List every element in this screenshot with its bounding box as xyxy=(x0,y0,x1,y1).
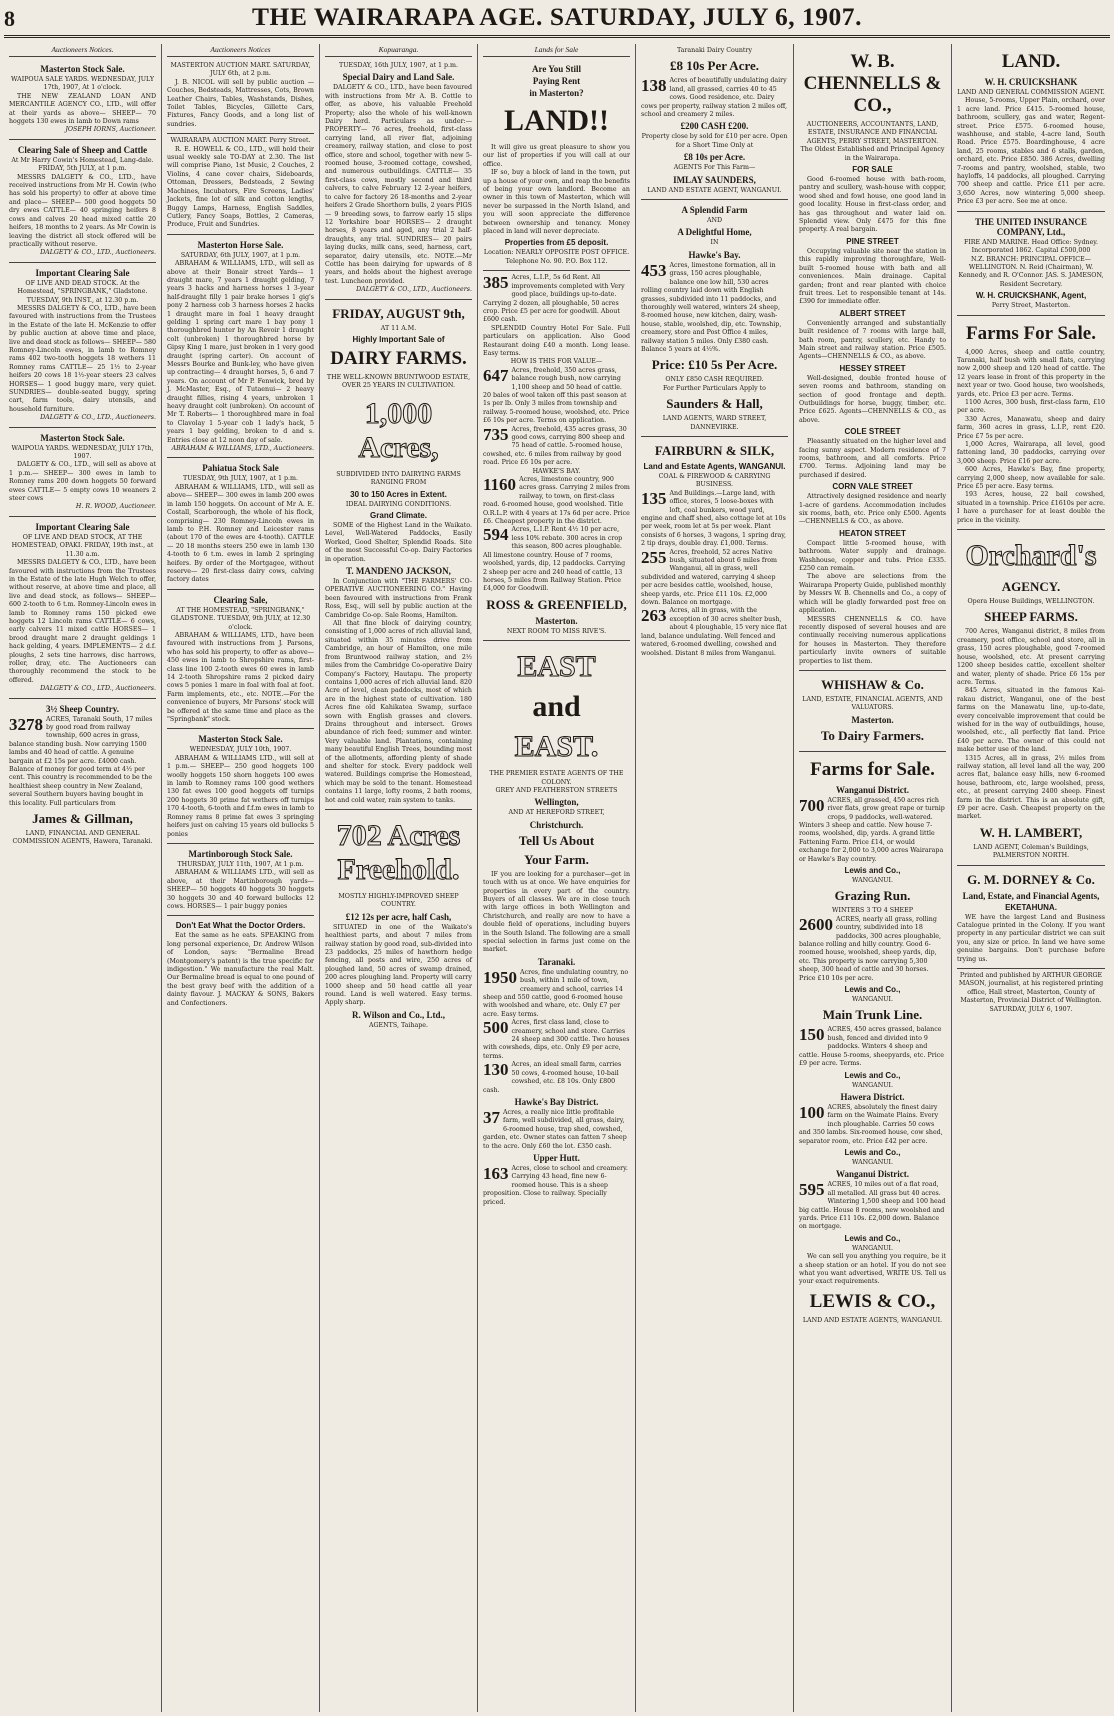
advert xyxy=(325,59,472,300)
advert-body: THE NEW ZEALAND LOAN AND MERCANTILE AGENCY CO., LTD., will offer at their yards as above— SHEEP— 70 hoggets 130 ewes in lamb to Down rams xyxy=(9,92,156,126)
firm-name: THE UNITED INSURANCE COMPANY, Ltd., xyxy=(974,216,1088,237)
advert-heading: Masterton Horse Sale. xyxy=(197,239,284,250)
advert xyxy=(799,44,946,671)
advert xyxy=(167,235,314,459)
firm-town: Masterton. xyxy=(851,714,894,725)
advert-body: SITUATED in one of the Waikato's healthiest parts, and about 7 miles from railway station by good road, sub-divided into 23 paddocks, 25 miles of hawthorn hedge fencing, all posts and wire, 250 acres of ploughed land, 50 acres of swamp drained, 200 acres ploughing land. Property will carry 1000 sheep and 50 head cattle all year round. Land is well watered. Easy terms. Apply sharp. xyxy=(325,923,472,1007)
acreage-number: 453 xyxy=(641,260,667,280)
advert-signature: ABRAHAM & WILLIAMS, LTD., Auctioneers. xyxy=(171,445,314,453)
advert-body: Property close by sold for £10 per acre. Open for a Short Time Only at xyxy=(641,133,788,149)
district-heading: Upper Hutt. xyxy=(533,1152,580,1163)
listing-text: 4,000 Acres, sheep and cattle country, Taranaki, half bush with small flats, carrying now 2,000 sheep and 120 head of cattle. The 12 years lease in front of this property in the next year or two. Good house, two woolsheds, yards, etc. Price £3 per acre. Terms. xyxy=(957,348,1105,398)
listing-text: Attractively designed residence and nearly 1-acre of gardens. Accommodation includes six rooms, bath, etc. Price only £500. Agents—CHENNELLS & CO., as above. xyxy=(799,493,946,526)
listing-heading: FOR SALE xyxy=(852,165,893,175)
advert-subheading: WAIPOUA YARDS. WEDNESDAY, JULY 17th, 1907. xyxy=(11,444,154,461)
listing-text: Acres, an ideal small farm, carries 50 cows, 4-roomed house, 10-bail cowshed, etc. £8 10s. Only £800 cash. xyxy=(483,1061,622,1094)
firm-address: Perry Street, Masterton. xyxy=(991,302,1071,310)
firm-subtitle: LAND, ESTATE, FINANCIAL AGENTS, AND VALUATORS. xyxy=(802,695,943,712)
listing-text: 330 Acres, Manawatu, sheep and dairy farm, 360 acres in grass, L.I.P., rent £20. Price £7 5s per acre. xyxy=(957,415,1105,440)
advert-body: ABRAHAM & WILLIAMS LTD., will sell at 1 p.m.— SHEEP— 250 good hoggets 100 woolly hoggets 150 shorn hoggets 100 ewes in lamb to Romney rams 100 good wethers 130 fat ewes 100 good hoggets off turnips 200 hoggets 30 prime fat wethers off turnips 170 4-tooth, 6-tooth and f.f.m ewes in lamb to Romney rams 8 prime fat ewes 3 springing heifers just on calving 15 years old bullocks 5 ponies xyxy=(167,754,314,838)
listing-text: ACRES, nearly all grass, rolling country, subdivided into 18 paddocks, 300 acres ploughable, balance rolling and hilly country. Good 6-roomed house, woolshed, sheep yards, dip, etc. This property is now carrying 5,300 sheep, 300 head of cattle and 30 horses. Price £10 10s per acre. xyxy=(799,915,941,982)
firm-town: WANGANUI. xyxy=(851,996,894,1004)
advert-body: ABRAHAM & WILLIAMS LTD., will sell as above, at their Martinborough yards— SHEEP— 50 hoggets 40 hoggets 30 hoggets 30 hoggets 30 and 40 forward bullocks 12 cows. HORSES— 1 pair buggy ponies xyxy=(167,869,314,910)
advert xyxy=(9,428,156,517)
firm-name: Lewis and Co., xyxy=(844,866,901,875)
listing-text: Well-designed, double fronted house of seven rooms and bathroom, standing on section of good frontage and depth. Outbuildings for horse, buggy, timber, etc. Price £625. Agents—CHENNELLS & CO., as above. xyxy=(799,374,946,424)
firm-subtitle: FIRE AND MARINE. Head Office: Sydney. Incorporated 1862. Capital £500,000 xyxy=(963,238,1099,255)
acreage-number: 595 xyxy=(799,1180,825,1200)
masthead xyxy=(4,0,1110,38)
advert-subheading: WEDNESDAY, JULY 10th, 1907. xyxy=(189,746,292,754)
listing-text: Acres, close to school and creamery. Carrying 43 head, fine new 6-roomed house. This is a sheep proposition. Close to railway. Specially priced. xyxy=(483,1164,628,1206)
acreage-number: 150 xyxy=(799,1025,825,1045)
column-1 xyxy=(4,44,162,1712)
firm-subtitle: LAND AGENT, Coleman's Buildings, PALMERSTON NORTH. xyxy=(973,843,1089,860)
acreage-number: 1950 xyxy=(483,967,517,987)
advert-body: THE WELL-KNOWN BRUNTWOOD ESTATE, OVER 25 YEARS IN CULTIVATION. xyxy=(326,373,471,390)
advert xyxy=(641,200,788,437)
advert-heading: Hawke's Bay. xyxy=(688,249,741,260)
advert-display-heading: DAIRY FARMS. xyxy=(330,347,467,369)
imprint-date: SATURDAY, JULY 6, 1907. xyxy=(989,1005,1073,1013)
advert-subheading: SATURDAY, 6th JULY, 1907, at 1 p.m. xyxy=(180,251,301,259)
acreage-number: 135 xyxy=(641,488,667,508)
firm-name: Lewis and Co., xyxy=(844,1070,901,1080)
firm-subtitle: AGENCY. xyxy=(1001,579,1061,595)
advert-display-heading: LAND. xyxy=(1001,51,1061,72)
listing-text: Acres, first class land, close to creamery, school and store. Carries 24 sheep and 300 cattle. Two houses with cowsheds, dips, etc. Only £9 per acre, terms. xyxy=(483,1019,630,1060)
firm-name: W. H. CRUICKSHANK xyxy=(984,77,1078,87)
listing-heading: HOW IS THIS FOR VALUE— xyxy=(510,358,603,366)
agent-name: W. H. CRUICKSHANK, Agent, xyxy=(975,291,1087,301)
listing-heading: HAWKE'S BAY. xyxy=(532,467,581,475)
advert xyxy=(325,810,472,1034)
district-heading: Hawke's Bay District. xyxy=(514,1096,599,1107)
listing-heading: HESSEY STREET xyxy=(839,363,906,373)
advert-body: MESSRS DALGETY & CO., LTD., have been favoured with instructions from the Trustees in the Estate of the late Hugh Welch to offer, without reserve, at above time and place, all live and dead stock, as follows— SHEEP— 600 2-tooth to 6 t.m. Romney-Lincoln ewes in lamb to Romney rams 150 picked ewe hoggets 12 Lincoln rams CATTLE— 6 cows, early calvers 11 mixed cattle HORSES— 1 brood draught mare 2 draught geldings 1 hack gelding, 4 years. IMPLEMENTS— 2 d.f. ploughs, 2 sets tine harrows, disc harrows, roller, dray, etc. The Auctioneers can thoroughly recommend the stock to be offered. xyxy=(9,559,156,684)
advert-heading: Martinborough Stock Sale. xyxy=(188,848,293,859)
advert xyxy=(641,44,788,200)
firm-name: FAIRBURN & SILK, xyxy=(654,442,775,458)
advert xyxy=(957,866,1105,969)
listing-text: Good 6-roomed house with bath-room, pantry and scullery, wash-house with copper, wood shed and fowl house, one good land in good locality. House in first-class order, and has gas throughout and water laid on. Splendid view. Only £475 for this fine property. A real bargain. xyxy=(799,176,946,234)
firm-name: W. H. LAMBERT, xyxy=(979,824,1083,840)
advert-subheading: WINTERS 3 TO 4 SHEEP xyxy=(832,907,913,915)
advert-body: MESSRS DALGETY & CO., LTD., have received instructions from Mr H. Cowin (who has sold his property) to offer at above time and place— SHEEP— 500 good hoggets 50 dry ewes CATTLE— 40 springing heifers 8 cows and calves 20 head mixed cattle 20 heifers, 18 months to 2 years. As Mr Cowin is leaving the district all stock offered will be practically without reserve. xyxy=(9,173,156,248)
advert xyxy=(483,271,630,641)
advert-body: SOME of the Highest Land in the Waikato. Level, Well-Watered Paddocks, Easily Worked, Good Shelter, Splendid Roads. Site of the most Successful Co-op. Dairy Factories in operation. xyxy=(325,522,472,563)
listing-text: 700 Acres, Wanganui district, 8 miles from creamery, post office, school and store, all in grass, 150 acres ploughable, good 7-roomed house, woolshed, etc. At present carrying 1200 sheep besides cattle, excellent shelter and water, plenty of shade. Price £6 15s per acre. Terms. xyxy=(957,628,1105,686)
column-7 xyxy=(952,44,1110,1712)
column-6 xyxy=(794,44,952,1712)
advert-body: DALGETY & CO., LTD., have been favoured with instructions from Mr A. B. Cottle to offer, as above, his valuable Freehold Property; also the whole of his well-known Dairy herd. Particulars as under:— PROPERTY— 76 acres, freehold, first-class carrying land, all river flat, adjoining creamery, railway station, and close to post office, store and school, together with new 5-roomed house, 3-roomed cottage, cowshed, and numerous outbuildings. CATTLE— 35 first-class cows, mostly second and third calvers, to calve February 12 2-year heifers, to calve for factory 26 18-months and 2-year heifers 2 Grade Shorthorn bulls, 2 years PIGS— 9 breeding sows, to farrow early 15 slips 12 Yorkshire boar HORSES— 2 draught horses, 8 years and aged, any trial 2 half-draughts, any trial. SUNDRIES— 20 pairs laying ducks, milk cans, seed, harness, cart, separator, dairy utensils, etc. NOTE.—Mr Cottle has been dairying for upwards of 8 years, and holds about the highest average test. Luncheon provided. xyxy=(325,84,472,285)
listing-text: Acres, a really nice little profitable farm, well subdivided, all grass, dairy, 6-roomed house, trap shed, cowshed, garden, etc. Owner states can fatten 7 sheep to the acre. Only £60 the lot. £350 cash. xyxy=(483,1108,627,1150)
firm-town: WANGANUI. xyxy=(851,1244,894,1252)
advert-connector: IN xyxy=(710,239,719,247)
advert xyxy=(483,59,630,271)
acreage-number: 100 xyxy=(799,1102,825,1122)
acreage-number: 255 xyxy=(641,547,667,567)
advert-heading: 3½ Sheep Country. xyxy=(45,703,119,714)
district-heading: Main Trunk Line. xyxy=(822,1007,923,1023)
advert-body: WE have the largest Land and Business Catalogue printed in the Colony. If you want property in any particular district we can suit you, any size or price. In land we have some genuine bargains. Don't purchase before trying us. xyxy=(957,913,1105,963)
firm-subtitle: LAND AND ESTATE AGENT, WANGANUI. xyxy=(647,186,782,194)
advert-subheading: THURSDAY, JULY 11th, 1907, At 1 p.m. xyxy=(177,860,304,868)
advert-display-heading: LAND!! xyxy=(504,104,609,137)
district-heading: Hawera District. xyxy=(840,1091,905,1102)
listing-text: 600 Acres, Hawke's Bay, fine property, carrying 2,000 sheep, now available for sale. Price £5 per acre. Easy terms. xyxy=(957,466,1105,491)
acreage-number: 735 xyxy=(483,424,509,444)
listing-text: House, 5-rooms, Upper Plain, orchard, over 1 acre land. Price £415. 5-roomed house, bathroom, scullery, gas and water, Regent-street. Price £575. 6-roomed house, washhouse, and stable, 4-acre land, South Road. Price £575. Boardinghouse, 4 acre land, 25 rooms, stables and 6 stalls, garden, orchard, etc. Price £850. 386 Acres, dwelling 7-rooms and pantry, woolshed, stable, two hayloffs, 14 paddocks, all ploughed. Carrying 700 sheep and cattle. Price £11 per acre. 3,650 Acres, now wintering 5,000 sheep. Price £3 per acre. See me at once. xyxy=(957,97,1105,206)
firm-town: WANGANUI. xyxy=(851,1081,894,1089)
advert-signature: JOSEPH IORNS, Auctioneer. xyxy=(65,126,156,134)
acreage-number: 500 xyxy=(483,1018,509,1038)
firm-name: Lewis and Co., xyxy=(844,1147,901,1157)
listing-text: Acres, freehold, 52 acres Native bush, situated about 6 miles from Wanganui, all in grass, well subdivided and watered, carrying 4 sheep per acre besides cattle, woolshed, house, sheep yards, etc. Price £11 10s. £2,000 down. Balance on mortgage. xyxy=(641,548,777,607)
advert-subheading: MOSTLY HIGHLY-IMPROVED SHEEP COUNTRY. xyxy=(338,893,459,909)
firm-town: Wellington, xyxy=(534,797,579,808)
advert xyxy=(167,458,314,589)
advert-heading: in Masterton? xyxy=(529,88,584,98)
advert-body: For Further Particulars Apply to xyxy=(663,384,766,392)
firm-town: WANGANUI. xyxy=(851,1158,894,1166)
advert-heading: Tell Us About xyxy=(518,832,595,848)
acreage-number: 647 xyxy=(483,365,509,385)
listing-text: Acres, fine undulating country, no bush, within 1 mile of town, creamery and school, carries 14 sheep and 550 cattle, good 6-roomed house with woolshed and whare, etc. Only £7 per acre. Easy terms. xyxy=(483,968,629,1018)
section-header: Auctioneers Notices xyxy=(167,44,314,57)
listing-text: Acres, freehold, 435 acres grass, 30 good cows, carrying 800 sheep and 75 head of cattle. 5-roomed house, cowshed, etc. 6 miles from railway by good road. Price £6 10s per acre. xyxy=(483,425,627,467)
advert-body: N.Z. BRANCH: PRINCIPAL OFFICE—WELLINGTON. N. Reid (Chairman), W. Kennedy, and R. O'Connor. JAS. S. JAMESON, Resident Secretary. xyxy=(958,255,1104,288)
advert-connector: AND xyxy=(706,217,723,225)
advert-body: Eat the same as he eats. SPEAKING from long personal experience, Dr. Andrew Wilson of London, says: "Bermaline Bread (Montgomery's patent) is the true specific for indigestion." We manufacture the real Malt. Our Bermaline bread is equal to one pound of the best gravy beef with the addition of a dainty flavour. J. MACKAY & SONS, Bakers and Confectioners. xyxy=(167,932,314,1007)
listing-text: Acres, all in grass, with the exception of 30 acres shelter bush, about 4 ploughable, 15 very nice flat land, balance undulating. Well fenced and watered, 6-roomed dwelling, cowshed and woolshed. Distant 8 miles from Wanganui. xyxy=(641,607,787,657)
imprint-text: Printed and published by ARTHUR GEORGE MASON, journalist, at his registered printing office, Hall street, Masterton, County of Masterton, Provincial District of Wellington. xyxy=(958,972,1104,1005)
advert-body: IF so, buy a block of land in the town, put up a house of your own, and reap the benefits of being your own landlord. Become an owner in this town of Masterton, which will never be surpassed in the North Island, and you will soon appreciate the difference between ownership and tenancy. Money placed in land will never depreciate. xyxy=(483,169,630,236)
terms-line: Properties from £5 deposit. xyxy=(504,238,609,248)
advert xyxy=(167,590,314,730)
listing-text: SPLENDID Country Hotel For Sale. Full particulars on application. Also Good Restaurant doing £40 a month. Long lease. Easy terms. xyxy=(483,324,630,357)
sale-date: FRIDAY, AUGUST 9th, xyxy=(332,305,465,321)
listing-heading: PINE STREET xyxy=(846,236,899,246)
advert-subheading: WAIPOUA SALE YARDS. WEDNESDAY, JULY 17th, 1907, At 1 o'clock. xyxy=(11,76,154,92)
acreage-number: 3278 xyxy=(9,714,43,734)
advert xyxy=(325,300,472,810)
advert-display-heading: EAST xyxy=(517,650,596,684)
advert-subheading: AT THE HOMESTEAD, "SPRINGBANK," GLADSTONE. TUESDAY, 9th JULY, at 12.30 o'clock. xyxy=(170,606,311,631)
advert-body: DALGETY & CO., LTD., will sell as above at 1 p.m.— SHEEP— 300 ewes in lamb to Romney rams 200 down hoggets 50 forward ewes CATTLE— 5 empty cows 10 weaners 2 steer cows xyxy=(9,461,156,503)
listing-text: Occupying valuable site near the station in this rapidly improving thoroughfare, Well-built 5-roomed house with bath and all conveniences. Main drainage. Capital garden; front and rear planted with choice fruit trees. Let to responsible tenant at 14s. £390 for immediate offer. xyxy=(799,247,946,306)
advert-subheading: Taranaki Dairy Country xyxy=(676,47,753,54)
advert-heading: Don't Eat What the Doctor Orders. xyxy=(175,921,306,931)
advert xyxy=(9,263,156,428)
advert-heading: Special Dairy and Land Sale. xyxy=(342,72,455,83)
advert-body: We can sell you anything you require, be it a sheep station or an hotel. If you do not see what you want advertised, WRITE US. Tell us your exact requirements. xyxy=(799,1253,946,1286)
acreage-number: 138 xyxy=(641,76,667,96)
advert-body: ABRAHAM & WILLIAMS, LTD., will sell as above at their Bonair street Yards— 1 draught mare, 7 years 1 draught gelding, 7 years 3 hacks and harness horses 1 3-year half-draught filly 1 pair brake horses 1 gig's pony 2 harness cob 3 harness horses 2 hacks 1 draught mare in foal 1 heavy draught gelding 1 spring cart mare 1 bay pony 1 thoroughbred hunter by An Revoir 1 draught colt (unbroken) 1 thoroughbred horse by Gipsy King 1 mare, just broken in 1 very good draught (spring carter). On account of Messrs Bourke and Bunk-ley, who have given up contracting— 4 draught horses, 5, 6 and 7 years. On account of Mr P. Fenwick, bred by J. McMaster, Esq., of Tutaenui— 2 heavy draught fillies, rising 4 years, unbroken 1 heavy draught colt (unbroken). On account of Mr T. Roberts— 1 thoroughbred mare in foal to Clavolay 1 5-year cob 1 lady's hack, 5 years 1 bay gelding, broken to d and s. Entries close at 12 noon day of sale. xyxy=(167,260,314,444)
firm-name: LEWIS & CO., xyxy=(809,1290,936,1312)
columns xyxy=(4,44,1110,1712)
column-4 xyxy=(478,44,636,1712)
price-line: £12 12s per acre, half Cash, xyxy=(345,911,452,922)
acreage-number: 37 xyxy=(483,1107,500,1127)
advert-subheading: TUESDAY, 16th JULY, 1907, at 1 p.m. xyxy=(339,62,458,69)
listing-text: 1,000 Acres, Wairarapa, all level, good fattening land, 30 paddocks, carrying over 3,000 sheep. Price £16 per acre. xyxy=(957,441,1105,465)
firm-town: WANGANUI. xyxy=(851,877,894,884)
advert-heading: Important Clearing Sale xyxy=(35,267,130,278)
advert-subheading: TUESDAY, 9th JULY, 1907, at 1 p.m. xyxy=(183,475,298,483)
advert xyxy=(9,699,156,851)
firm-name: WHISHAW & Co. xyxy=(821,676,924,692)
advert-subheading: WAIRARAPA AUCTION MART. Perry Street. xyxy=(170,137,311,145)
advert-heading: Masterton Stock Sale. xyxy=(198,734,283,745)
firm-tagline: The Oldest Established and Principal Agency in the Wairarapa. xyxy=(800,146,945,162)
firm-name: James & Gillman, xyxy=(32,811,133,827)
advert xyxy=(167,729,314,843)
acreage-number: 594 xyxy=(483,525,509,545)
firm-address: GREY AND FEATHERSTON STREETS xyxy=(495,786,618,794)
acreage-number: 130 xyxy=(483,1060,509,1080)
firm-name: Lewis and Co., xyxy=(844,1233,901,1243)
advert xyxy=(167,916,314,1012)
advert-body: R. E. HOWELL & CO., LTD., will hold their usual weekly sale TO-DAY at 2.30. The list will comprise Piano, 1st Music, 2 Couches, 2 Violins, 4 cane cover chairs, Sideboards, Ottoman, Dressers, Bedsteads, 2 Sewing Machines, Incubators, Fire Screens, Ladies' Jackets, fine lot of silk and cotton lengths, Buggy Lamps, Harness, English Saddles, Cutlery, Fancy Soaps, Bottles, 2 Cameras, Produce, Fruit and Sundries. xyxy=(167,145,314,229)
advert-heading: Your Farm. xyxy=(524,851,589,867)
advert xyxy=(957,44,1105,212)
firm-name: G. M. DORNEY & Co. xyxy=(967,871,1095,887)
price-line: Price: £10 5s Per Acre. xyxy=(651,357,778,373)
firm-town: Christchurch. xyxy=(529,819,584,830)
cash-line: £200 CASH £200. xyxy=(680,121,749,132)
advert xyxy=(957,212,1105,316)
advert xyxy=(641,437,788,662)
advert-display-heading: EAST. xyxy=(514,730,599,764)
listing-text: ACRES, all grassed, 450 acres rich river flats, grow great rape or turnip crops, 9 paddocks, well-watered. Winters 3 sheep and cattle. New house 7-rooms, woolshed, dip, yards. A grand little Fattening Farm. Price £14, or would exchange for 2,000 to 3,000 acres Wairarapa or Hawke's Bay country. xyxy=(799,796,945,863)
listing-text: Acres, L.I.P. Rent 4½ 10 per acre, less 10% rebate. 300 acres in crop this season, 800 acres ploughable. All limestone country. House of 7 rooms, woolshed, yards, dip, 12 paddocks. Carrying 2 sheep per acre and 240 head of cattle, 13 horses, 5 miles from Railway Station. Price £4,000 for Goodwill. xyxy=(483,526,626,593)
listing-heading: COLE STREET xyxy=(844,427,901,437)
advert-subheading: MASTERTON AUCTION MART. SATURDAY, JULY 6th, at 2 p.m. xyxy=(170,62,311,78)
advert xyxy=(9,140,156,263)
advert-subheading: At Mr Harry Cowin's Homestead, Lang-dale. FRIDAY, 5th JULY, at 1 p.m. xyxy=(11,156,154,173)
firm-name: ROSS & GREENFIELD, xyxy=(486,596,627,612)
advert-heading: Paying Rent xyxy=(532,76,581,86)
listing-text: ACRES, 10 miles out of a flat road, all metalled. All grass but 40 acres. Wintering 1,500 sheep and 100 head big cattle. House 8 rooms, new woolshed and yards. Price £11 10s. £2,000 down. Balance on mortgage. xyxy=(799,1181,946,1231)
advert-display-heading: and xyxy=(532,690,581,724)
firm-subtitle: Land and Estate Agents, WANGANUI. xyxy=(643,461,786,471)
acreage-display: 702 Acres Freehold. xyxy=(336,819,461,886)
advert-signature: DALGETY & CO., LTD., Auctioneers. xyxy=(40,685,156,693)
advert-body: ABRAHAM & WILLIAMS, LTD., have been favoured with instructions from J. Parsons, who has sold his property, to offer as above— 450 ewes in lamb to Shropshire rams, first-class line 100 2-tooth ewes 60 ewes in lamb 14 2-tooth Shropshire rams 2 picked dairy cows 5 ponies 1 mare in foal with foal at foot. Farm implements, etc., etc. NOTE.—For the convenience of buyers, Mr Parsons' stock will be offered at the same time and place as the "Springbank" stock. xyxy=(167,631,314,724)
advert-body: AGENTS For This Farm— xyxy=(673,164,756,172)
listing-text: ACRES, 450 acres grassed, balance bush, fenced and divided into 9 paddocks. Winters 4 sheep and cattle. House 5-rooms, sheepyards, etc. Price £9 per acre. Terms. xyxy=(799,1026,944,1068)
advert-body: ACRES, Taranaki South, 17 miles by good road from railway township, 600 acres in grass, balance standing bush. Now carrying 1500 lambs and 40 head of cattle. A genuine bargain at £2 15s per acre. £4000 cash. Balance of money for good term at 4½ per cent. This country is recommended to be the healthiest sheep country in New Zealand, several Southern buyers having bought in this locality. Full particulars from xyxy=(9,715,153,807)
listing-text: And Buildings.—Large land, with office, stores, 5 loose-boxes with loft, coal bunkers, wood yard, engine and chaff shed, also cottage let at 10s per week, room let at 5s per week. Plant consists of 6 horses, 3 wagons, 1 spring dray, 2 tip drays, double dray. £1,000. Terms. xyxy=(641,489,786,548)
advert-signature: H. R. WOOD, Auctioneer. xyxy=(75,503,156,511)
firm-subtitle: LAND AND GENERAL COMMISSION AGENT. xyxy=(957,89,1105,96)
firm-town: EKETAHUNA. xyxy=(1005,902,1057,912)
firm-subtitle: LAND, FINANCIAL AND GENERAL COMMISSION AGENTS, Hawera, Taranaki. xyxy=(12,830,153,846)
advert-subheading: OF LIVE AND DEAD STOCK, AT THE HOMESTEAD, OPAKI. FRIDAY, 19th inst., at 11.30 a.m. xyxy=(11,533,154,558)
listing-text: Pleasantly situated on the higher level and facing sunny aspect. Modern residence of 7 rooms, bathroom, and all comforts. Price £700. Terms. Adjoining land may be purchased if desired. xyxy=(799,438,946,479)
acreage-number: 700 xyxy=(799,795,825,815)
advert-heading: SHEEP FARMS. xyxy=(984,609,1078,625)
advert-subheading: Grand Climate. xyxy=(370,511,427,520)
listing-text: Acres, limestone country, 900 acres grass. Carrying 2 miles from railway, to town, on first-class road. 6-roomed house, good woolshed. Title O.R.L.P. with 4 years at 17s 6d per acre. Price £6. Cheapest property in the district. xyxy=(483,476,630,526)
location-line: Location: NEARLY OPPOSITE POST OFFICE. Telephone No. 90. P.O. Box 112. xyxy=(483,249,630,265)
newspaper-title: THE WAIRARAPA AGE. SATURDAY, JULY 6, 1907. xyxy=(252,4,862,31)
district-heading: Grazing Run. xyxy=(834,888,911,904)
district-heading: Wanganui District. xyxy=(835,784,909,795)
firm-subtitle: Land, Estate, and Financial Agents, xyxy=(962,890,1100,901)
firm-name: R. Wilson and Co., Ltd., xyxy=(352,1009,445,1020)
firm-address: Opera House Buildings, WELLINGTON. xyxy=(967,598,1095,606)
advert-subheading: OF LIVE AND DEAD STOCK. At the Homestead, "SPRINGBANK," Gladstone. TUESDAY, 9th INST., at 12.30 p.m. xyxy=(17,279,148,304)
firm-subtitle: LAND AND ESTATE AGENTS, WANGANUI. xyxy=(802,1316,943,1324)
acreage-display: 1,000 Acres, xyxy=(358,396,439,464)
price-line: £8 10s per Acre. xyxy=(683,152,746,163)
listing-heading: CORN VALE STREET xyxy=(832,482,913,492)
advert-heading: A Delightful Home, xyxy=(677,227,752,238)
price-line: £8 10s Per Acre. xyxy=(669,58,760,74)
advert-heading: Masterton Stock Sale. xyxy=(40,64,125,74)
advert-signature: DALGETY & CO., LTD., Auctioneers. xyxy=(40,249,156,257)
listing-heading: HEATON STREET xyxy=(839,528,906,538)
firm-name: IMLAY SAUNDERS, xyxy=(673,174,756,185)
advert xyxy=(167,59,314,134)
page-number: 8 xyxy=(4,6,15,31)
agent-name: T. MANDENO JACKSON, xyxy=(346,566,451,577)
advert-heading: Important Clearing Sale xyxy=(35,521,130,532)
advert-body: All that fine block of dairying country, consisting of 1,000 acres of rich alluvial land, situated within 35 minutes drive from Cambridge, an hour of Hamilton, one mile from Bruntwood railway station, and 2½ miles from the Cambridge Co-operative Dairy Company's Factory, Hautapu. The property contains 1,000 acres of rich alluvial land. 820 Acre of level, clean paddocks, most of which are in the highest state of cultivation. 180 Acres fine old Kahikatea Swamp, surface sown with English grasses and clovers. Drains throughout and intersect. Grows abundance of rich feed; summer and winter. Very valuable land. Plantations, containing many beautiful English Trees, bounding most of the allotments, affording plenty of shade and shelter for stock. Every paddock well watered. Buildings comprise the Homestead, which may be sold to the tenant. Homestead contains 11 large, lofty rooms, 2 bath rooms, hot and cold water, rain system to tanks. xyxy=(325,620,472,804)
section-header: Lands for Sale xyxy=(483,44,630,57)
sale-time: AT 11 A.M. xyxy=(380,324,417,332)
firm-subtitle: AUCTIONEERS, ACCOUNTANTS, LAND, ESTATE, INSURANCE AND FINANCIAL AGENTS, PERRY STREET, MASTERTON. xyxy=(806,121,939,145)
firm-subtitle: LAND AGENTS, WARD STREET, DANNEVIRKE. xyxy=(662,415,767,431)
advert-signature: DALGETY & CO., LTD., Auctioneers. xyxy=(40,414,156,422)
advert-body: MESSRS DALGETY & CO., LTD., have been favoured with instructions from the Trustees in the Estate of the late H. McKenzie to offer by public auction at above time and place, live and dead stock as follows— SHEEP— 580 Romney-Lincoln ewes, in lamb to Romney rams 402 two-tooth hoggets 18 wethers 11 Romney rams CATTLE— 25 1½ to 2-year heifers 20 cows 18 1½-year steers 23 calves HORSES— 1 good buggy mare, very quiet. SUNDRIES— double-seated buggy, spring cart, farm tools, dairy utensils, and household furniture. xyxy=(9,304,156,413)
advert-body: IF you are looking for a purchaser—get in touch with us at once. We have enquiries for properties in every part of the country. Buyers of all classes. We are in close touch with large offices in both Wellington and Christchurch, and really are now to have a double field of operations, including buyers in the South Island. The following are a small special selection in farms just come on the market. xyxy=(483,870,630,954)
advert-display-heading: Farms for Sale. xyxy=(810,758,935,780)
advert xyxy=(957,530,1105,866)
advert-heading: Are You Still xyxy=(531,64,581,74)
advert xyxy=(799,671,946,752)
acreage-number: 163 xyxy=(483,1163,509,1183)
advert xyxy=(9,517,156,699)
advert xyxy=(9,59,156,140)
advert xyxy=(483,641,630,1211)
advert-heading: To Dairy Farmers. xyxy=(820,727,925,743)
district-heading: Taranaki. xyxy=(537,956,576,967)
advert-body: THE PREMIER ESTATE AGENTS OF THE COLONY. xyxy=(489,770,624,786)
acreage-number: 263 xyxy=(641,606,667,626)
listing-text: Compact little 5-roomed house, with bathroom. Water supply and drainage. Washhouse, copper and tubs. Price £335. £250 can remain. xyxy=(799,539,946,573)
advert-heading: Masterton Stock Sale. xyxy=(40,432,125,443)
advert-heading: A Splendid Farm xyxy=(681,205,748,216)
advert xyxy=(799,752,946,1329)
column-2 xyxy=(162,44,320,1712)
listing-text: Conveniently arranged and substantially built residence of 7 rooms with large hall, bath room, pantry, scullery, etc. Handy to Main street and railway station. Price £505. Agents—CHENNELLS & CO., as above. xyxy=(799,319,946,361)
firm-name: Lewis and Co., xyxy=(844,985,901,995)
listing-heading: ALBERT STREET xyxy=(839,308,906,318)
advert-heading: Clearing Sale, xyxy=(213,594,268,605)
advert-heading: Pahiatua Stock Sale xyxy=(202,463,279,474)
section-header: Auctioneers Notices. xyxy=(9,44,156,57)
firm-address: NEXT ROOM TO MISS RIVE'S. xyxy=(506,627,607,635)
advert xyxy=(167,844,314,916)
listing-text: 193 Acres, house, 22 bail cowshed, situated in a township. Price £1610s per acre. I have a purchaser for at least double the price in the vicinity. xyxy=(957,491,1105,524)
advert-signature: DALGETY & CO., LTD., Auctioneers. xyxy=(356,286,472,294)
section-header: Kopuaranga. xyxy=(325,44,472,57)
advert-display-heading: Farms For Sale. xyxy=(966,322,1096,344)
advert-body: IDEAL DAIRYING CONDITIONS. xyxy=(345,500,452,508)
advert xyxy=(957,316,1105,531)
listing-text: 845 Acres, situated in the famous Kai-rakau district, Wanganui, one of the best farms on the Manawatu line, up-to-date, every conceivable improvement that could be wished for in the way of outbuildings, house, woolshed, etc., all perfectly flat land. Price £40 per acre. The owner of this could not make better use of the land. xyxy=(957,687,1105,754)
advert-body: The above are selections from the Wairarapa Property Guide, published monthly by Messrs W. B. Chennells and Co., a copy of which will be gladly forwarded post free on application. xyxy=(799,573,946,615)
advert-body: MESSRS CHENNELLS & CO. have recently disposed of several houses and are continually receiving numerous applications for houses in Masterton. They therefore particularly invite owners of suitable properties to list them. xyxy=(799,615,946,665)
acreage-number: 1160 xyxy=(483,475,517,495)
listing-text: Acres, limestone formation, all in grass, 150 acres ploughable, balance one low hill, 530 acres rolling country laid down with English grasses, subdivided into 11 paddocks, and thoroughly well watered, winters 24 sheep, 8-roomed house, new kitchen, dairy, wash-house, stable, woolshed, dip, etc. Township, creamery, store and Post Office 4 miles, railway station 5 miles. Only £380 cash. Balance 5 years at 4½%. xyxy=(641,261,782,353)
firm-subtitle: AGENTS, Taihape. xyxy=(368,1021,429,1029)
advert-body: SUBDIVIDED INTO DAIRYING FARMS RANGING FROM xyxy=(336,470,461,487)
advert-subheading: Highly Important Sale of xyxy=(352,334,445,344)
advert-body: In Conjunction with "THE FARMERS' CO-OPERATIVE AUCTIONEERING CO." Having been favoured with instructions from Frank Ross, Esq., will sell by public auction at the Cambridge Co-op. Sale Rooms, Hamilton. xyxy=(325,578,472,619)
firm-town: Masterton. xyxy=(535,615,578,626)
advert-subheading: 30 to 150 Acres in Extent. xyxy=(350,489,447,499)
acreage-number: 2600 xyxy=(799,914,833,934)
listing-text: 1100 Acres, 300 bush, first-class farm, £10 per acre. xyxy=(957,398,1105,415)
advert-body: ABRAHAM & WILLIAMS, LTD., will sell as above— SHEEP— 300 ewes in lamb 200 ewes in lamb 150 hoggets. On account of Mr A. E. Costall, Scarborough, the whole of his flock, comprising— 230 Romney-Lincoln ewes in lamb to P.H. Romney and Leicester rams (about 170 of the ewes are 4-tooth). CATTLE— 20 18 months steers 250 ewe in lamb 130 4-tooth to 6 t.m. ewes in lamb 2 springing heifers. By order of the Mortgagee, without reserve— 20 first-class dairy cows, calving factory dates xyxy=(167,483,314,584)
firm-name: W. B. CHENNELLS & CO., xyxy=(803,51,942,116)
column-3 xyxy=(320,44,478,1712)
acreage-number: 385 xyxy=(483,273,509,293)
advert-body: J. B. NICOL will sell by public auction — Couches, Bedsteads, Mattresses, Cots, Brown Leather Chairs, Tables, Washstands, Dishes, Toilet Tables, Bicycles, Gillette Cars, Fixtures, Fancy Goods, and a long list of sundries. xyxy=(167,78,314,128)
district-heading: Wanganui District. xyxy=(835,1169,909,1180)
listing-text: 1315 Acres, all in grass, 2½ miles from railway station, all level land all the way, 200 acres flat, balance easy hills, new 6-roomed house, bathroom, etc, large woolshed, press, etc., at present carrying 2400 sheep. Finest farm in the district. This is an absolute gift, £9 per acre. Cash. Cheapest property on the market. xyxy=(957,754,1105,821)
firm-name: Saunders & Hall, xyxy=(666,396,763,412)
advert-subheading: COAL & FIREWOOD & CARRYING BUSINESS. xyxy=(658,472,771,489)
listing-text: Acres, L.I.P., 5s 6d Rent. All improvements completed with Very good place, buildings up-to-date. Carrying 2 dozen, all ploughable, 50 acres crop. Price £5 per acre for goodwill. About £600 cash. xyxy=(483,274,625,324)
firm-name: Orchard's xyxy=(965,539,1097,573)
column-5 xyxy=(636,44,794,1712)
listing-text: Acres, freehold, 350 acres grass, balance rough bush, now carrying 1,100 sheep and 50 head of cattle. 20 bales of wool taken off this past season at 1s per lb. Only 3 miles from township and railway. 5-roomed house, woolshed, etc. Price £6 10s per acre. Terms on application. xyxy=(483,366,630,425)
cash-line: ONLY £850 CASH REQUIRED. xyxy=(665,376,764,384)
advert-heading: Clearing Sale of Sheep and Cattle xyxy=(17,144,148,155)
advert-body: It will give us great pleasure to show you our list of properties if you will call at our office. xyxy=(483,144,630,168)
firm-address: AND AT HEREFORD STREET, xyxy=(508,809,605,817)
advert xyxy=(167,134,314,234)
listing-text: Acres of beautifully undulating dairy land, all grassed, carries 40 to 45 cows. Good residence, etc. Dairy cows per property, railway station 2 miles off, school and creamery 2 miles. xyxy=(641,77,787,119)
listing-text: ACRES, absolutely the finest dairy farm on the Waimate Plains. Every inch ploughable. Carries 50 cows and 350 lambs. Six-roomed house, cow shed, separator room, etc. Price £42 per acre. xyxy=(799,1103,943,1145)
imprint xyxy=(957,969,1105,1018)
